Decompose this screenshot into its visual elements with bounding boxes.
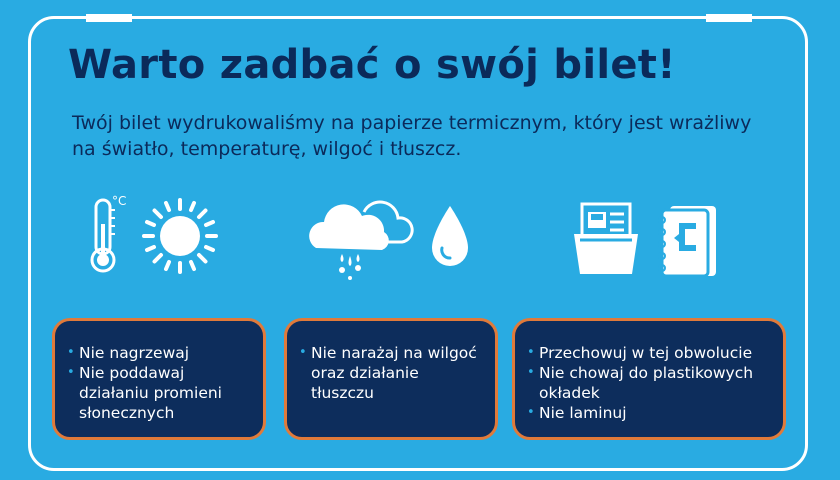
ticket-sleeve-icon [570, 200, 642, 280]
water-drop-icon [428, 204, 472, 272]
info-card-heat [52, 318, 266, 440]
subtitle: Twój bilet wydrukowaliśmy na papierze termicznym, który jest wrażliwy na światło, temperaturę, wilgoć i tłuszcz. [72, 112, 752, 160]
list-item: • Nie narażaj na wilgoć oraz działanie tłuszczu [299, 343, 485, 403]
page-title: Warto zadbać o swój bilet! [68, 42, 676, 88]
thermometer-unit: °C [112, 194, 127, 208]
info-card-moisture [284, 318, 498, 440]
frame-notch-right [706, 14, 752, 22]
list-item: • Przechowuj w tej obwolucie [527, 343, 773, 363]
list-item: • Nie laminuj [527, 403, 773, 423]
frame-notch-left [86, 14, 132, 22]
list-item: • Nie nagrzewaj [67, 343, 253, 363]
list-item: • Nie poddawaj działaniu promieni słonecznych [67, 363, 253, 423]
list-item: • Nie chowaj do plastikowych okładek [527, 363, 773, 403]
rain-cloud-icon [302, 190, 418, 280]
notebook-cover-icon [656, 202, 720, 280]
thermometer-icon [86, 194, 136, 278]
sun-icon [140, 196, 220, 276]
info-card-storage [512, 318, 786, 440]
